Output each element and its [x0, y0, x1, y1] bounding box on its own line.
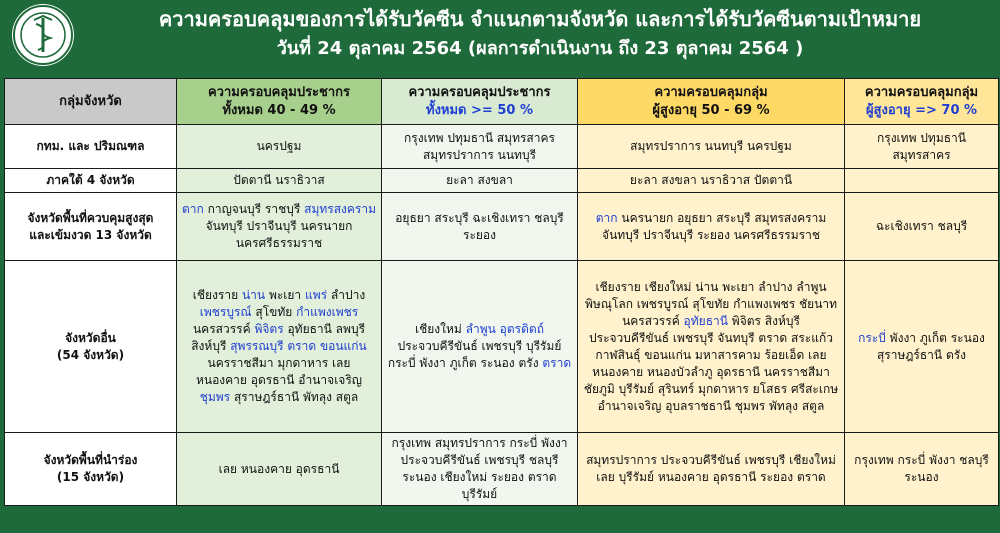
highlighted-province: แพร่: [304, 288, 328, 302]
highlighted-province: ตาก: [595, 210, 618, 225]
col-header-label: ความครอบคลุมประชากร: [207, 84, 351, 100]
table-cell: สมุทรปราการ ประจวบคีรีขันธ์ เพชรบุรี เชียงใหม่ เลย บุรีรัมย์ หนองคาย อุดรธานี ระยอง ตราด: [578, 433, 845, 506]
table-row: [5, 193, 999, 261]
table-cell: [177, 193, 382, 261]
highlighted-province: พิจิตร: [254, 322, 284, 336]
col-header-range: ทั้งหมด 40 - 49 %: [222, 102, 336, 118]
province-text: พะเยา: [265, 288, 305, 302]
table-cell: [578, 261, 845, 433]
province-text: สุโขทัย: [251, 305, 297, 319]
col-header-province-group: กลุ่มจังหวัด: [5, 79, 177, 125]
highlighted-province: ตราด: [542, 356, 572, 370]
highlighted-province: กระบี่: [858, 330, 886, 345]
table-row: [5, 125, 999, 169]
table-cell: กรุงเทพ ปทุมธานี สมุทรสาคร: [845, 125, 999, 169]
col-header-label: ความครอบคลุมกลุ่ม: [654, 84, 768, 100]
table-cell: กรุงเทพ สมุทรปราการ กระบี่ พังงา ประจวบคีรีขันธ์ เพชรบุรี ชลบุรี ระนอง เชียงใหม่ ระยอง ตราด บุรีรัมย์: [382, 433, 578, 506]
table-cell: [845, 261, 999, 433]
table-cell: ปัตตานี นราธิวาส: [177, 169, 382, 193]
province-text: กาญจนบุรี ราชบุรี: [203, 202, 301, 216]
header-banner: [0, 0, 1000, 72]
province-text: พังงา ภูเก็ต ระนอง สุราษฎร์ธานี ตรัง: [876, 330, 985, 362]
province-text: ประจวบคีรีขันธ์ เพชรบุรี บุรีรัมย์ กระบี่ พังงา ภูเก็ต ระนอง ตรัง: [387, 339, 562, 370]
row-label-line: จังหวัดอื่น: [65, 330, 116, 345]
coverage-table: [4, 78, 999, 506]
highlighted-province: ลำพูน อุตรดิตถ์: [465, 322, 544, 336]
highlighted-province: สมุทรสงคราม: [304, 202, 377, 216]
row-label-line: และเข้มงวด 13 จังหวัด: [29, 227, 152, 242]
table-cell: ฉะเชิงเทรา ชลบุรี: [845, 193, 999, 261]
province-text: พิจิตร สิงห์บุรี ประจวบคีรีขันธ์ เพชรบุรี จันทบุรี ตราด สระแก้ว กาฬสินธุ์ ขอนแก่น มหาสารคาม ร้อยเอ็ด เลย หนองคาย หนองบัวลำภู อุดรธานี นครราชสีมา ชัยภูมิ บุรีรัมย์ สุรินทร์ มุกดาหาร ยโสธร ศรีสะเกษ อำนาจเจริญ อุบลราชธานี ชุมพร พัทลุง สตูล: [583, 313, 839, 413]
ministry-logo-icon: [12, 4, 74, 66]
col-header-coverage-40-49: [177, 79, 382, 125]
province-text: นครนายก อยุธยา สระบุรี สมุทรสงคราม จันทบุรี ปราจีนบุรี ระยอง นครศรีธรรมราช: [602, 210, 827, 242]
col-header-label: ความครอบคลุมกลุ่ม: [864, 84, 979, 100]
col-header-label: ความครอบคลุมประชากร: [408, 84, 551, 100]
row-label: กทม. และ ปริมณฑล: [5, 125, 177, 169]
province-text: เชียงราย: [192, 288, 242, 302]
highlighted-province: สุพรรณบุรี ตราด ขอนแก่น: [230, 339, 367, 353]
table-cell: [177, 261, 382, 433]
table-cell: เลย หนองคาย อุดรธานี: [177, 433, 382, 506]
col-header-range: ผู้สูงอายุ 50 - 69 %: [652, 102, 770, 118]
col-header-range: ทั้งหมด >= 50 %: [426, 102, 533, 118]
col-header-elderly-70-plus: [845, 79, 999, 125]
table-header-row: [5, 79, 999, 125]
table-cell: อยุธยา สระบุรี ฉะเชิงเทรา ชลบุรี ระยอง: [382, 193, 578, 261]
table-row: [5, 261, 999, 433]
province-text: อุทัยธานี ลพบุรี สิงห์บุรี: [191, 322, 366, 353]
row-label-line: จังหวัดพื้นที่ควบคุมสูงสุด: [27, 210, 154, 225]
table-cell: สมุทรปราการ นนทบุรี นครปฐม: [578, 125, 845, 169]
highlighted-province: น่าน: [241, 288, 266, 302]
table-cell: [845, 169, 999, 193]
highlighted-province: ตาก: [181, 202, 204, 216]
col-header-range: ผู้สูงอายุ => 70 %: [865, 102, 978, 118]
row-label-line: (54 จังหวัด): [56, 347, 125, 362]
province-text: สุราษฎร์ธานี พัทลุง สตูล: [230, 390, 359, 404]
row-label: [5, 193, 177, 261]
table-cell: [578, 193, 845, 261]
table-cell: กรุงเทพ กระบี่ พังงา ชลบุรี ระนอง: [845, 433, 999, 506]
table-cell: ยะลา สงขลา: [382, 169, 578, 193]
col-header-coverage-50-plus: [382, 79, 578, 125]
province-text: จันทบุรี ปราจีนบุรี นครนายก นครศรีธรรมราช: [205, 219, 353, 250]
highlighted-province: อุทัยธานี: [683, 313, 728, 328]
highlighted-province: ชุมพร: [199, 390, 231, 404]
table-cell: ยะลา สงขลา นราธิวาส ปัตตานี: [578, 169, 845, 193]
table-row: [5, 169, 999, 193]
page-title: ความครอบคลุมของการได้รับวัคซีน จำแนกตามจังหวัด และการได้รับวัคซีนตามเป้าหมาย: [158, 7, 922, 31]
province-text: เชียงใหม่: [415, 322, 466, 336]
col-header-elderly-50-69: [578, 79, 845, 125]
row-label-line: จังหวัดพื้นที่นำร่อง: [43, 453, 138, 467]
row-label: [5, 261, 177, 433]
province-text: นครราชสีมา มุกดาหาร เลย หนองคาย อุดรธานี อำนาจเจริญ: [195, 356, 363, 387]
highlighted-province: กำแพงเพชร: [296, 305, 359, 319]
table-cell: นครปฐม: [177, 125, 382, 169]
row-label: ภาคใต้ 4 จังหวัด: [5, 169, 177, 193]
province-text: นครสวรรค์: [192, 322, 255, 336]
table-cell: [382, 261, 578, 433]
highlighted-province: เพชรบูรณ์: [199, 305, 252, 319]
province-text: เชียงราย เชียงใหม่ น่าน พะเยา ลำปาง ลำพูน พิษณุโลก เพชรบูรณ์ สุโขทัย กำแพงเพชร ชัยนาท นครสวรรค์: [584, 279, 838, 328]
table-row: [5, 433, 999, 506]
row-label: [5, 433, 177, 506]
row-label-line: (15 จังหวัด): [56, 470, 125, 484]
province-text: ลำปาง: [327, 288, 366, 302]
table-cell: กรุงเทพ ปทุมธานี สมุทรสาคร สมุทรปราการ นนทบุรี: [382, 125, 578, 169]
page-subtitle: วันที่ 24 ตุลาคม 2564 (ผลการดำเนินงาน ถึง 23 ตุลาคม 2564 ): [276, 38, 804, 59]
